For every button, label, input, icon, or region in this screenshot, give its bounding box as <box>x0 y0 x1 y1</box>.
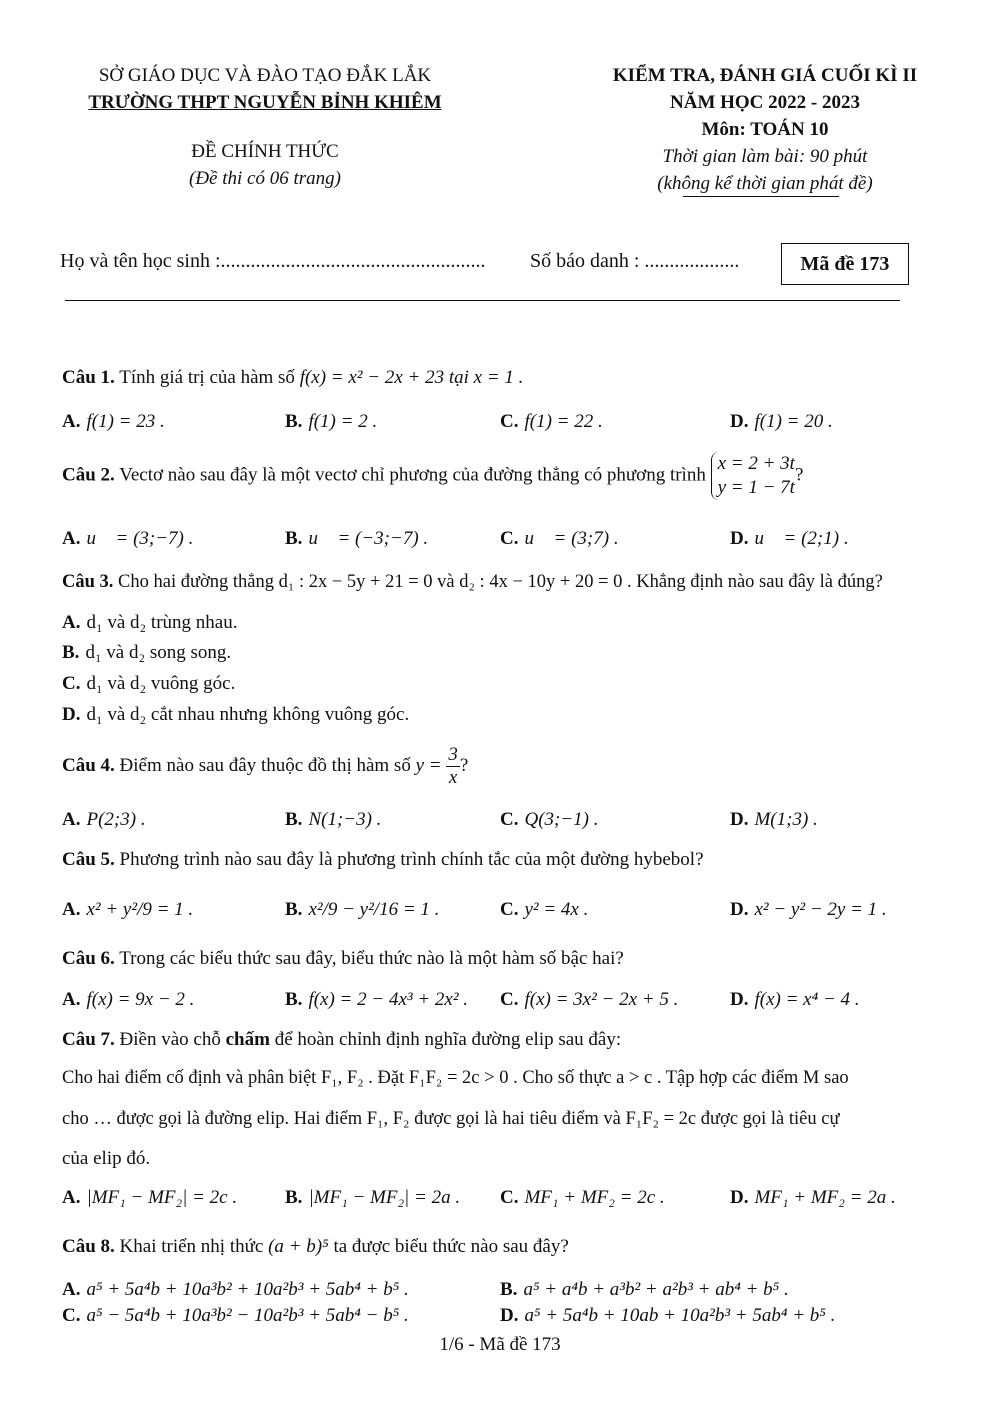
q8-option-a[interactable]: A. a⁵ + 5a⁴b + 10a³b² + 10a²b³ + 5ab⁴ + b⁵ . <box>62 1279 409 1300</box>
exam-code-box: Mã đề 173 <box>781 243 909 285</box>
school-year: NĂM HỌC 2022 - 2023 <box>670 92 860 113</box>
q4-option-b[interactable]: B. N(1;−3) . <box>285 809 382 830</box>
duration-note: (không kể thời gian phát đề) <box>657 173 873 194</box>
duration: Thời gian làm bài: 90 phút <box>662 146 868 167</box>
school-name: TRƯỜNG THPT NGUYỄN BỈNH KHIÊM <box>88 92 442 113</box>
pages-note: (Đề thi có 06 trang) <box>189 168 341 189</box>
question-5 <box>62 848 940 872</box>
q3-option-c[interactable]: C. d₁ và d₂ vuông góc. <box>62 673 236 694</box>
q7-option-b[interactable]: B. |MF₁ − MF₂| = 2a . <box>285 1187 461 1208</box>
q6-option-b[interactable]: B. f(x) = 2 − 4x³ + 2x² . <box>285 989 469 1010</box>
question-label: Câu 5. <box>62 849 115 870</box>
question-2: Câu 2. Vectơ nào sau đây là một vectơ chỉ phương của đường thẳng có phương trình x = 2 + 3t y = 1 − 7t ? <box>62 453 804 498</box>
question-text: Điểm nào sau đây thuộc đồ thị hàm số <box>119 754 411 776</box>
q1-option-c[interactable]: C. f(1) = 22 . <box>500 411 603 432</box>
header-rule <box>683 196 839 197</box>
question-label: Câu 3. <box>62 572 114 592</box>
question-7: Câu 7. Điền vào chỗ chấm để hoàn chỉnh định nghĩa đường elip sau đây: <box>62 1029 622 1050</box>
question-label: Câu 2. <box>62 464 115 486</box>
page-footer: 1/6 - Mã đề 173 <box>439 1334 561 1355</box>
question-3 <box>62 570 940 594</box>
q6-option-a[interactable]: A. f(x) = 9x − 2 . <box>62 989 195 1010</box>
q4-option-d[interactable]: D. M(1;3) . <box>730 809 818 830</box>
q7-option-c[interactable]: C. MF₁ + MF₂ = 2c . <box>500 1187 665 1208</box>
header-right <box>590 62 940 197</box>
question-7-para1: Cho hai điểm cố định và phân biệt F₁, F₂ . Đặt F₁F₂ = 2c > 0 . Cho số thực a > c . Tập hợp các điểm M sao <box>62 1068 849 1088</box>
q6-option-c[interactable]: C. f(x) = 3x² − 2x + 5 . <box>500 989 679 1010</box>
q8-option-b[interactable]: B. a⁵ + a⁴b + a³b² + a²b³ + ab⁴ + b⁵ . <box>500 1279 789 1300</box>
question-4: Câu 4. Điểm nào sau đây thuộc đồ thị hàm số y = $\frac{3}{x}$ ? <box>62 744 469 788</box>
exam-title: KIỂM TRA, ĐÁNH GIÁ CUỐI KÌ II <box>612 65 918 86</box>
question-7-para2: cho … được gọi là đường elip. Hai điểm F₁, F₂ được gọi là hai tiêu điểm và F₁F₂ = 2c được gọi là tiêu cự <box>62 1109 840 1129</box>
question-label: Câu 6. <box>62 948 115 969</box>
q7-option-a[interactable]: A. |MF₁ − MF₂| = 2c . <box>62 1187 238 1208</box>
q7-option-d[interactable]: D. MF₁ + MF₂ = 2a . <box>730 1187 896 1208</box>
fraction: $\frac{3}{x}$ <box>448 744 458 788</box>
divider <box>65 300 900 301</box>
q2-option-b[interactable]: B. u⃗ = (−3;−7) . <box>285 528 429 549</box>
question-tail: tại x = 1 . <box>448 367 524 388</box>
question-label: Câu 1. <box>62 367 115 388</box>
question-1 <box>62 366 940 390</box>
question-6 <box>62 947 940 971</box>
question-label: Câu 8. <box>62 1236 115 1257</box>
q4-option-a[interactable]: A. P(2;3) . <box>62 809 146 830</box>
q5-option-b[interactable]: B. x²/9 − y²/16 = 1 . <box>285 899 440 920</box>
q3-option-b[interactable]: B. d₁ và d₂ song song. <box>62 642 232 663</box>
q3-option-d[interactable]: D. d₁ và d₂ cắt nhau nhưng không vuông góc. <box>62 704 410 725</box>
question-text: Vectơ nào sau đây là một vectơ chỉ phương của đường thẳng có phương trình <box>119 464 706 486</box>
q8-option-c[interactable]: C. a⁵ − 5a⁴b + 10a³b² − 10a²b³ + 5ab⁴ − b⁵ . <box>62 1305 409 1326</box>
q1-option-a[interactable]: A. f(1) = 23 . <box>62 411 165 432</box>
student-name-field[interactable]: Họ và tên học sinh :..................................................... <box>60 250 486 272</box>
q1-option-d[interactable]: D. f(1) = 20 . <box>730 411 833 432</box>
q8-option-d[interactable]: D. a⁵ + 5a⁴b + 10ab + 10a²b³ + 5ab⁴ + b⁵ . <box>500 1305 836 1326</box>
department-name: SỞ GIÁO DỤC VÀ ĐÀO TẠO ĐẮK LẮK <box>98 65 432 86</box>
student-id-field[interactable]: Số báo danh : ................... <box>530 250 740 272</box>
question-text: Trong các biểu thức sau đây, biểu thức nào là một hàm số bậc hai? <box>119 948 624 969</box>
question-7-para3: của elip đó. <box>62 1148 151 1169</box>
question-text: Cho hai đường thẳng d₁ : 2x − 5y + 21 = 0 và d₂ : 4x − 10y + 20 = 0 . Khẳng định nào sau đây là đúng? <box>118 572 883 592</box>
q2-option-c[interactable]: C. u⃗ = (3;7) . <box>500 528 619 549</box>
q4-option-c[interactable]: C. Q(3;−1) . <box>500 809 599 830</box>
question-label: Câu 7. <box>62 1029 115 1050</box>
question-label: Câu 4. <box>62 754 115 776</box>
q5-option-c[interactable]: C. y² = 4x . <box>500 899 589 920</box>
official-label: ĐỀ CHÍNH THỨC <box>191 141 339 162</box>
question-math: f(x) = x² − 2x + 23 <box>299 367 445 388</box>
header-left <box>60 62 470 192</box>
q2-option-a[interactable]: A. u⃗ = (3;−7) . <box>62 528 194 549</box>
question-8: Câu 8. Khai triển nhị thức (a + b)⁵ ta được biểu thức nào sau đây? <box>62 1236 569 1257</box>
question-text: Tính giá trị của hàm số <box>119 367 295 388</box>
equation-system: x = 2 + 3t y = 1 − 7t <box>711 452 795 500</box>
q6-option-d[interactable]: D. f(x) = x⁴ − 4 . <box>730 989 860 1010</box>
q3-option-a[interactable]: A. d₁ và d₂ trùng nhau. <box>62 612 238 633</box>
subject: Môn: TOÁN 10 <box>701 119 829 140</box>
q5-option-d[interactable]: D. x² − y² − 2y = 1 . <box>730 899 887 920</box>
q5-option-a[interactable]: A. x² + y²/9 = 1 . <box>62 899 194 920</box>
q1-option-b[interactable]: B. f(1) = 2 . <box>285 411 378 432</box>
question-text: Phương trình nào sau đây là phương trình chính tắc của một đường hybebol? <box>119 849 704 870</box>
q2-option-d[interactable]: D. u⃗ = (2;1) . <box>730 528 849 549</box>
